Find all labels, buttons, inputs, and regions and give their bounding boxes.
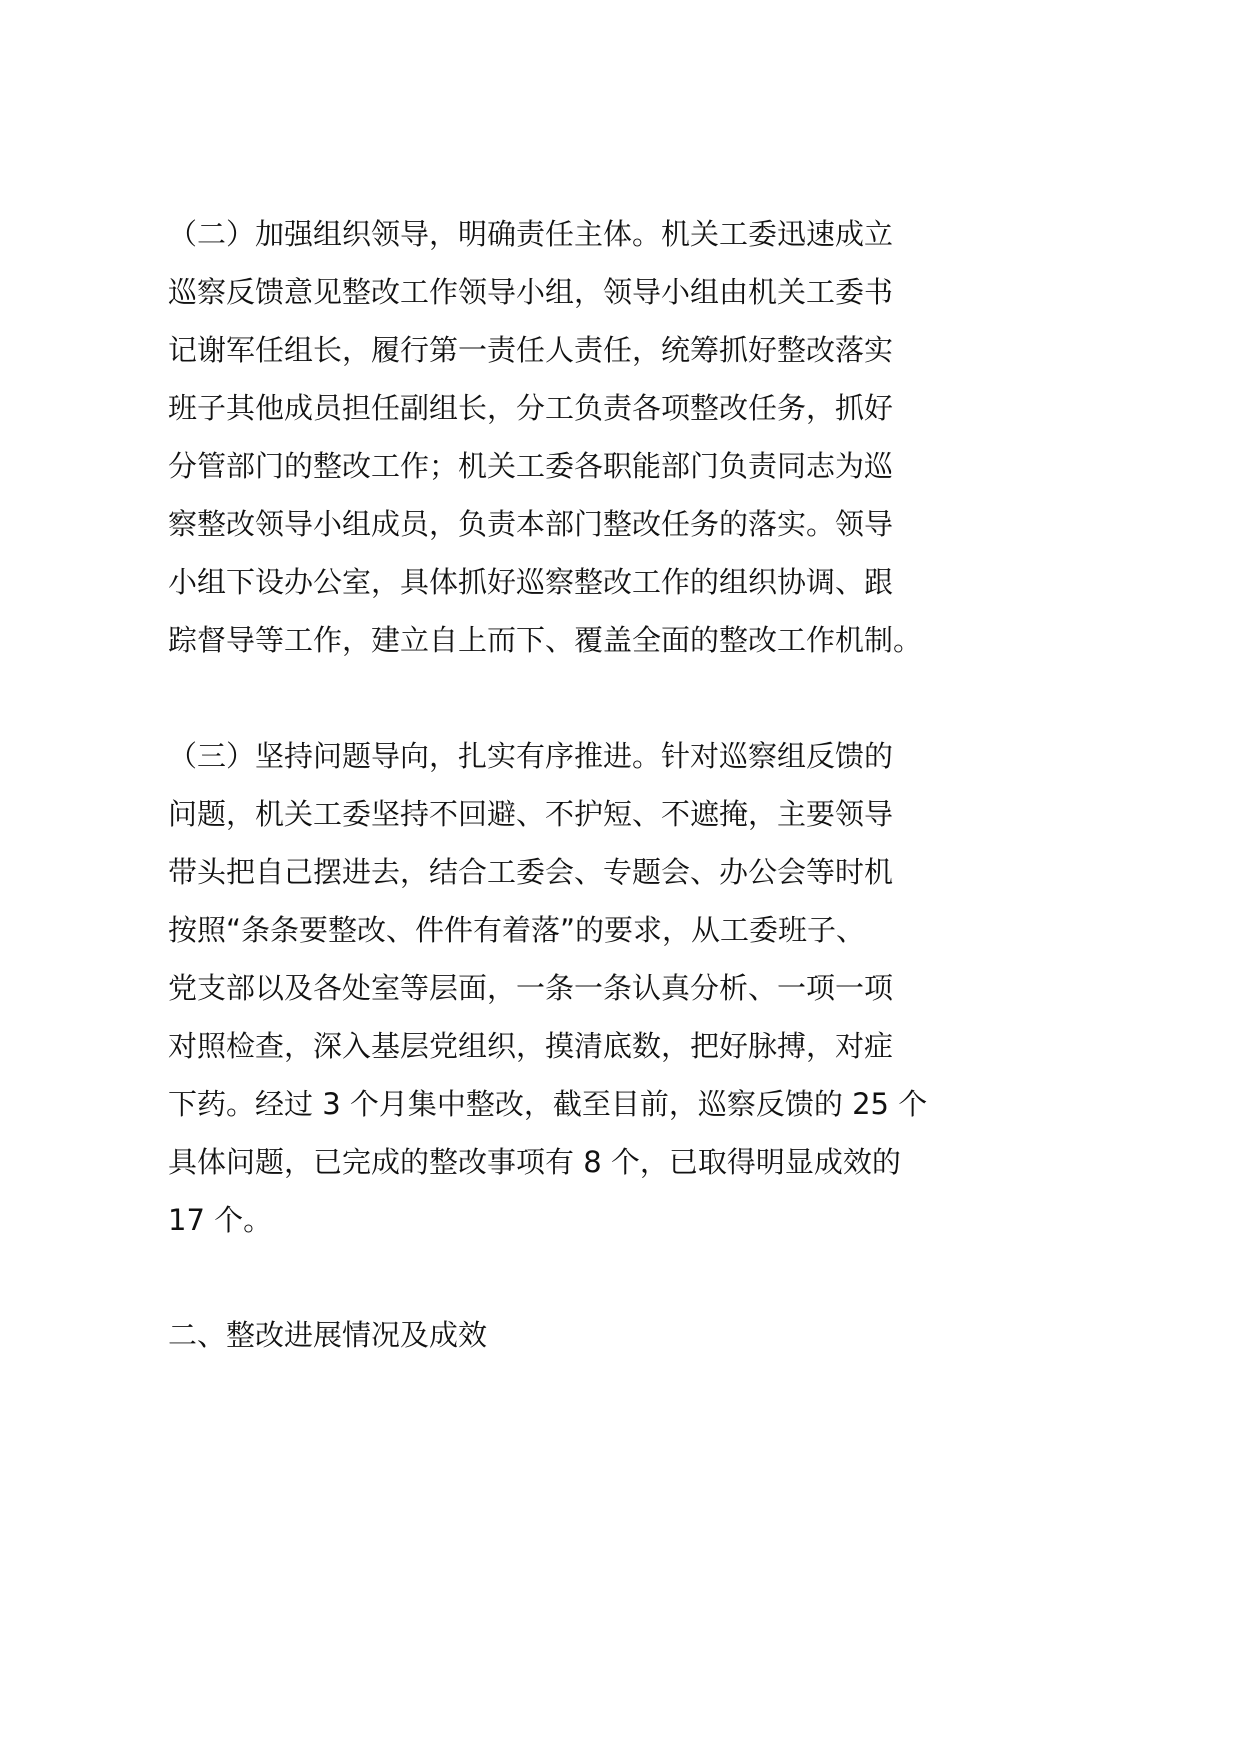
- text-line: 带头把自己摆进去，结合工委会、专题会、办公会等时机: [168, 855, 894, 889]
- text-line: 班子其他成员担任副组长，分工负责各项整改任务，抓好: [168, 391, 894, 425]
- section-heading-text: 二、整改进展情况及成效: [168, 1318, 488, 1352]
- text-line: 下药。经过 3 个月集中整改，截至目前，巡察反馈的 25 个: [168, 1087, 928, 1121]
- text-line: 巡察反馈意见整改工作领导小组，领导小组由机关工委书: [168, 275, 894, 309]
- text-line: 17 个。: [168, 1203, 273, 1237]
- text-line: 问题，机关工委坚持不回避、不护短、不遮掩，主要领导: [168, 797, 894, 831]
- text-line: 记谢军任组长，履行第一责任人责任，统筹抓好整改落实: [168, 333, 894, 367]
- text-line: 具体问题，已完成的整改事项有 8 个，已取得明显成效的: [168, 1145, 901, 1179]
- text-line: 按照“条条要整改、件件有着落”的要求，从工委班子、: [168, 913, 866, 947]
- text-line: 踪督导等工作，建立自上而下、覆盖全面的整改工作机制。: [168, 623, 923, 657]
- section-heading: [168, 1306, 948, 1364]
- text-line: 察整改领导小组成员，负责本部门整改任务的落实。领导: [168, 507, 894, 541]
- text-line: 小组下设办公室，具体抓好巡察整改工作的组织协调、跟: [168, 565, 894, 599]
- text-line: （二）加强组织领导，明确责任主体。机关工委迅速成立: [168, 217, 894, 251]
- text-line: 分管部门的整改工作；机关工委各职能部门负责同志为巡: [168, 449, 894, 483]
- text-line: 党支部以及各处室等层面，一条一条认真分析、一项一项: [168, 971, 894, 1005]
- text-line: 对照检查，深入基层党组织，摸清底数，把好脉搏，对症: [168, 1029, 894, 1063]
- paragraph-problem-orientation: [168, 727, 948, 1249]
- text-line: （三）坚持问题导向，扎实有序推进。针对巡察组反馈的: [168, 739, 894, 773]
- paragraph-organization-leadership: [168, 205, 948, 669]
